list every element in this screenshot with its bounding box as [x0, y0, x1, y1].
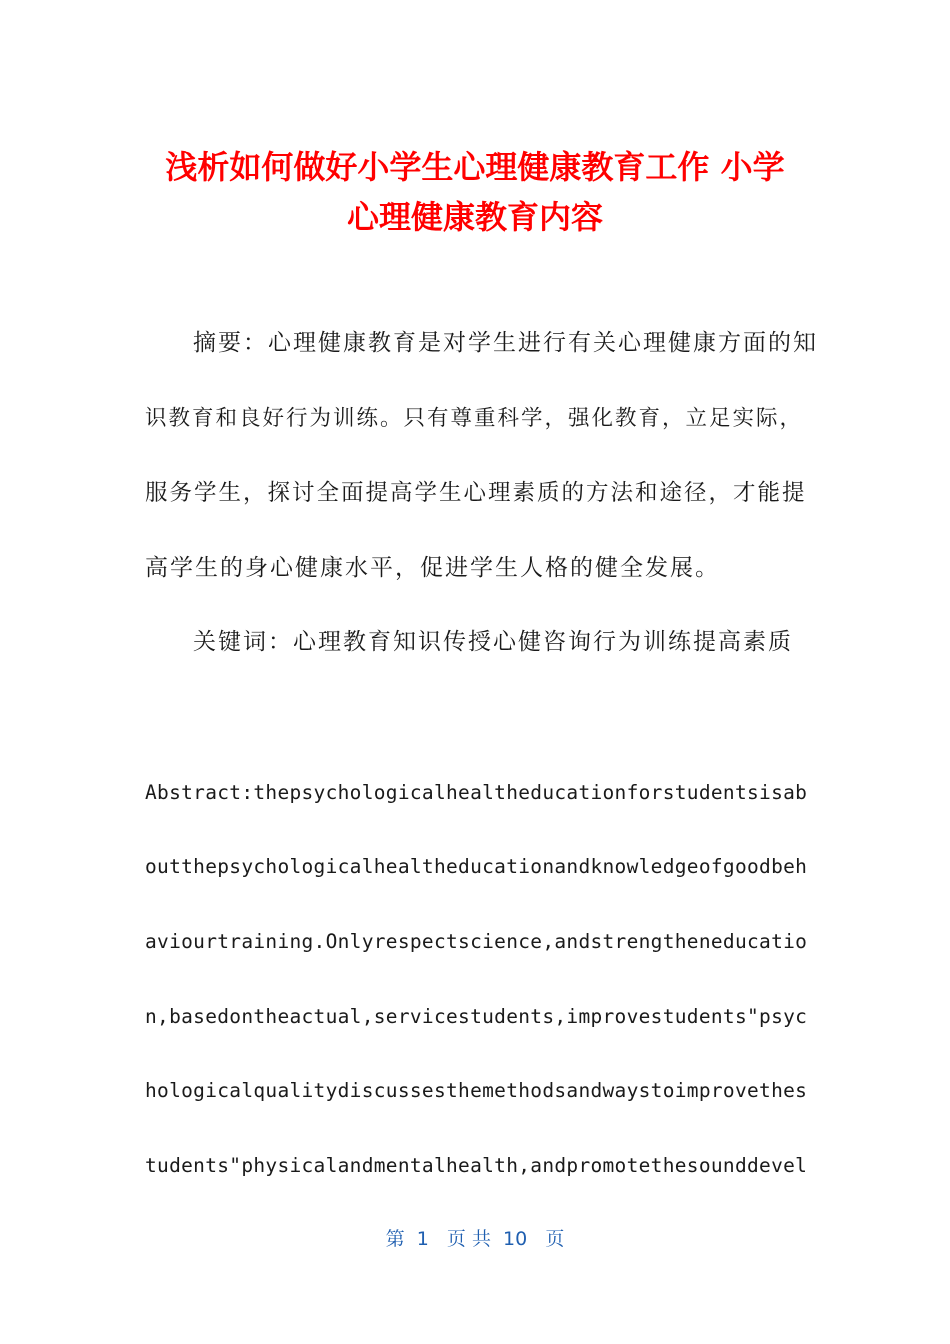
abstract-en-line-3: aviourtraining.Onlyrespectscience,andstrengtheneducatio — [145, 930, 808, 953]
title-line-2: 心理健康教育内容 — [346, 198, 603, 236]
abstract-cn-line-3: 服务学生，探讨全面提高学生心理素质的方法和途径，才能提 — [145, 480, 807, 506]
abstract-en-line-2: outthepsychologicalhealtheducationandknowledgeofgoodbeh — [145, 855, 808, 878]
title-line-1: 浅析如何做好小学生心理健康教育工作 小学 — [165, 148, 785, 186]
abstract-en-line-4: n,basedontheactual,servicestudents,improvestudents"psyc — [145, 1005, 808, 1028]
abstract-cn-line-4: 高学生的身心健康水平，促进学生人格的健全发展。 — [145, 555, 720, 581]
document-title — [60, 142, 890, 242]
abstract-en-line-6: tudents"physicalandmentalhealth,andpromotethesounddevel — [145, 1154, 808, 1177]
abstract-en-line-5: hologicalqualitydiscussesthemethodsandwaystoimprovethes — [145, 1079, 808, 1102]
page-number-footer: 第 1 页 共 10 页 — [385, 1228, 565, 1250]
abstract-en-line-1: Abstract:thepsychologicalhealtheducationforstudentsisab — [145, 781, 808, 804]
abstract-cn-line-2: 识教育和良好行为训练。只有尊重科学，强化教育，立足实际， — [145, 406, 804, 431]
abstract-cn-line-1: 摘要：心理健康教育是对学生进行有关心理健康方面的知 — [193, 330, 818, 356]
keywords-line: 关键词：心理教育知识传授心健咨询行为训练提高素质 — [193, 629, 793, 655]
